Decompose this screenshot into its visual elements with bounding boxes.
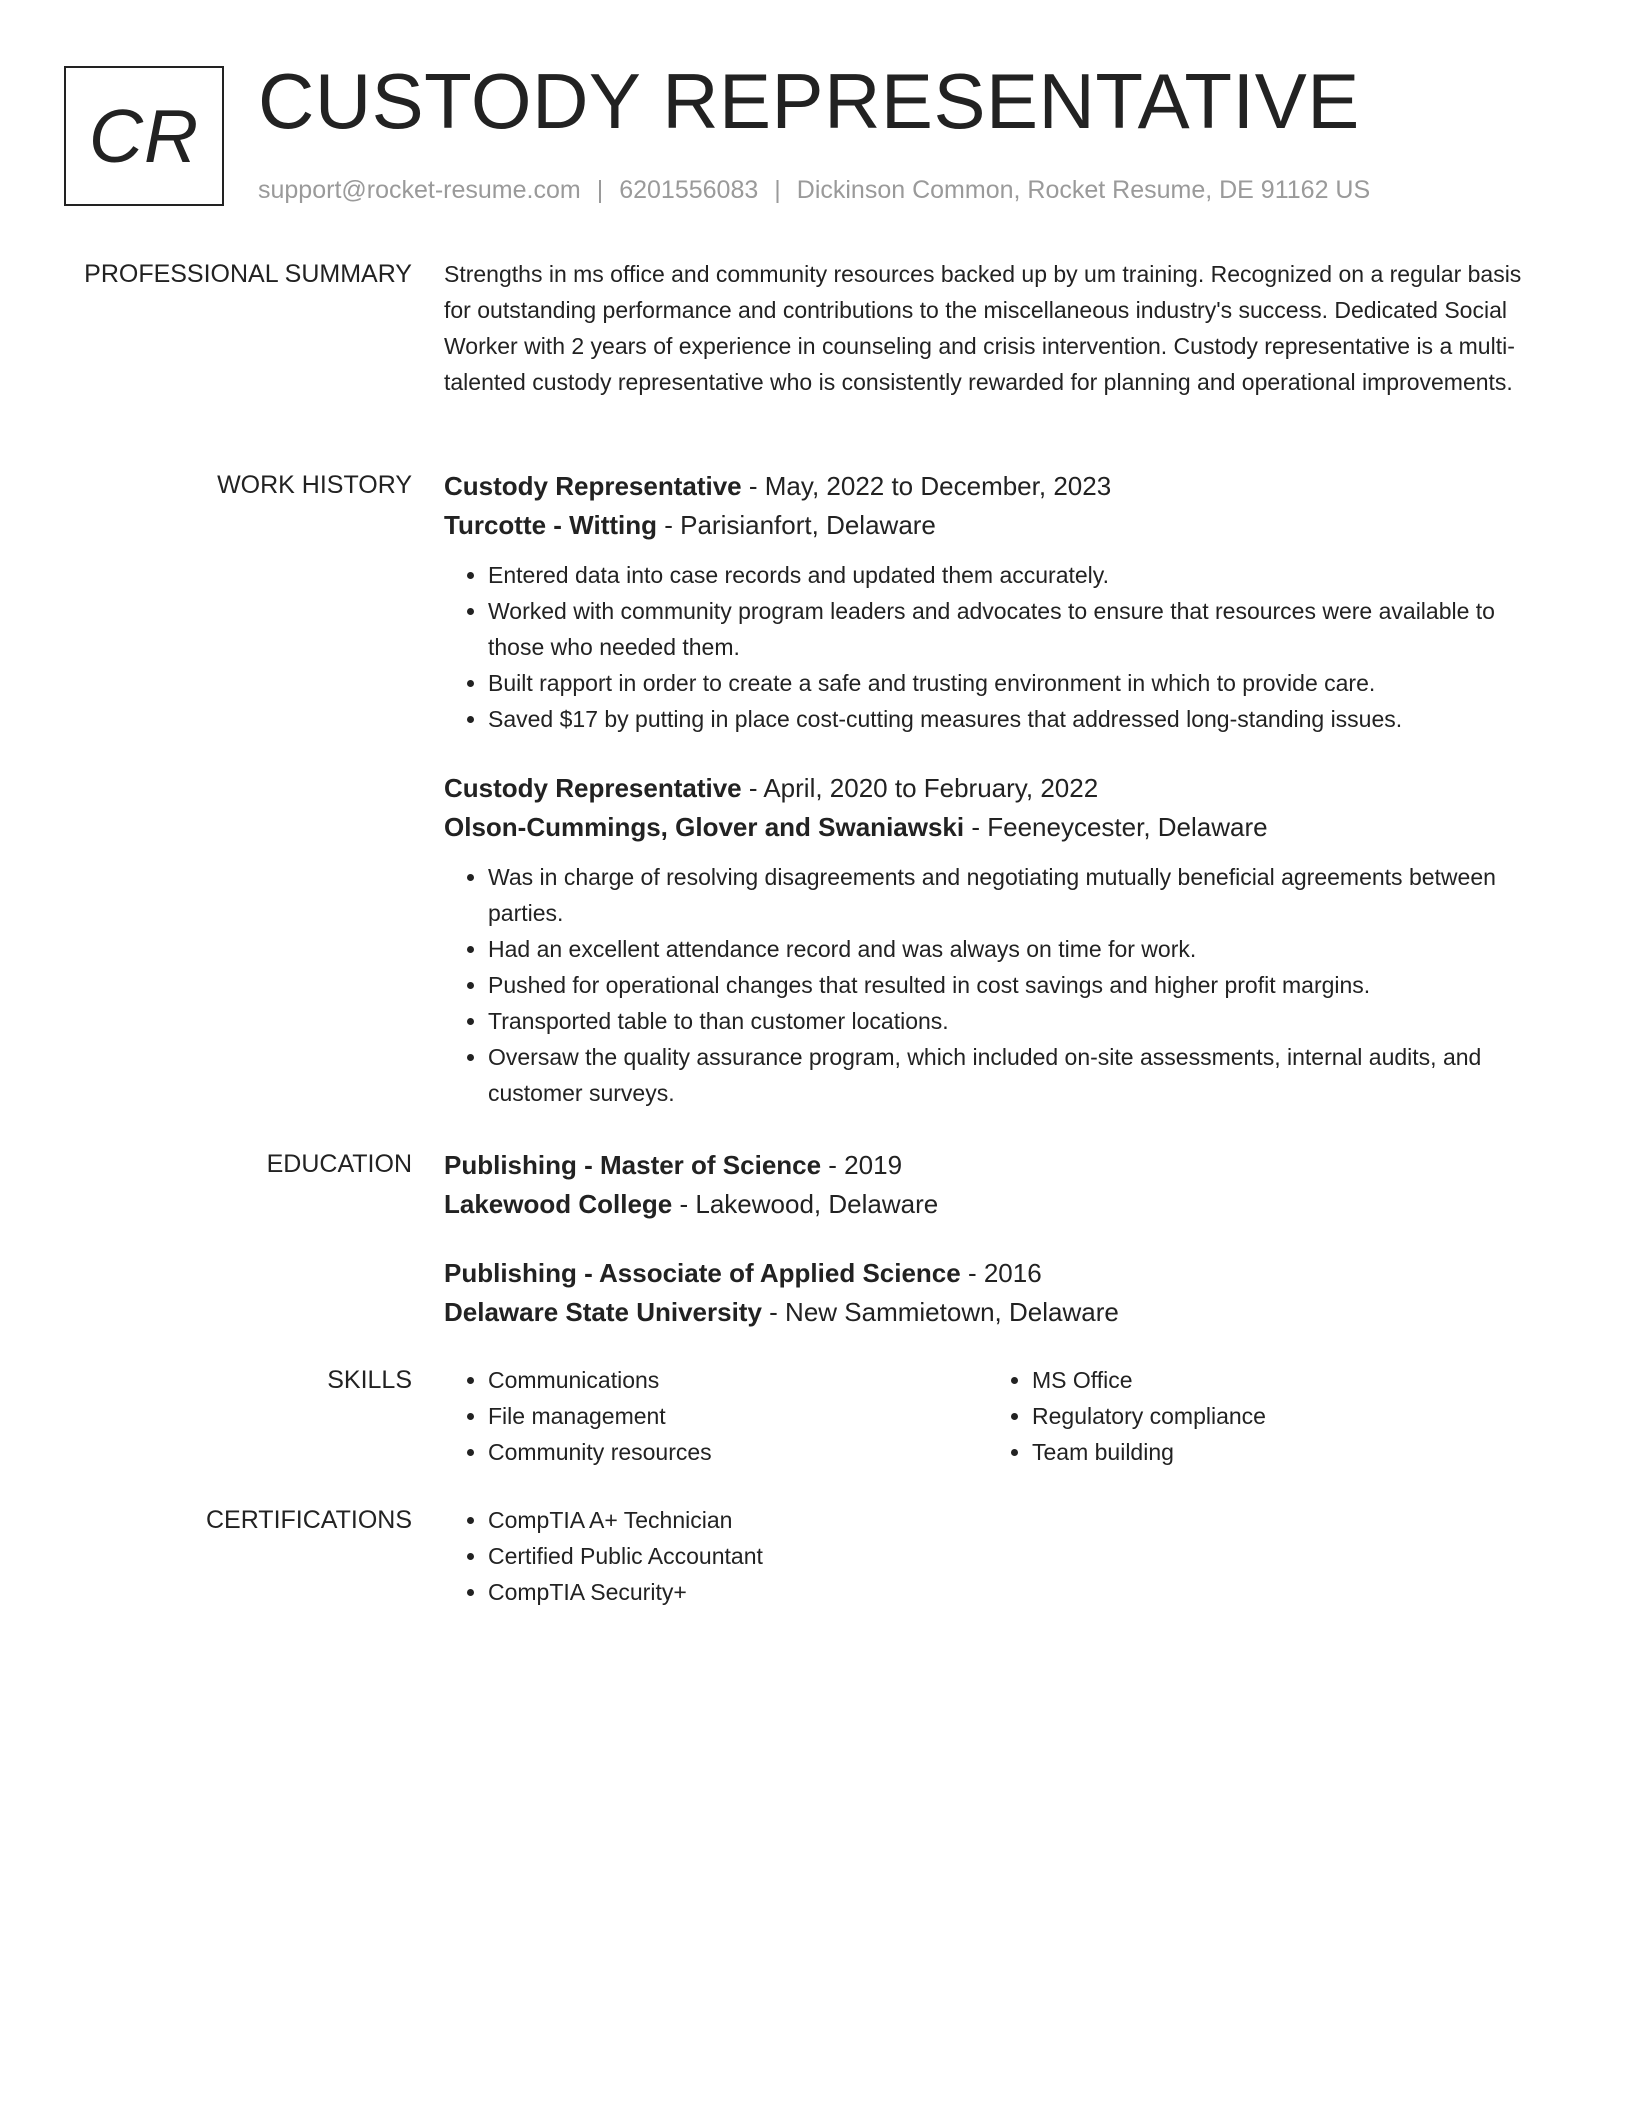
certification-item: • Certified Public Accountant <box>488 1538 1554 1574</box>
education-body <box>444 1146 1554 1332</box>
skills-list-right <box>946 1362 1448 1470</box>
school: Delaware State University <box>444 1297 762 1327</box>
job-dates: - May, 2022 to December, 2023 <box>741 471 1112 501</box>
skills-list-left <box>444 1362 946 1470</box>
school-location: - Lakewood, Delaware <box>672 1189 939 1219</box>
monogram-logo: CR <box>64 66 224 206</box>
education-entry <box>444 1254 1554 1332</box>
work-history-label: WORK HISTORY <box>217 471 412 499</box>
summary-text: Strengths in ms office and community resources backed up by um training. Recognized on a regular basis for outstanding performance and contributions to the miscellaneous industry's success. Dedicated Social Worker with 2 years of experience in counseling and crisis intervention. Custody representative is a multi-talented custody representative who is consistently rewarded for planning and operational improvements. <box>444 261 1522 395</box>
job-bullet: • Had an excellent attendance record and was always on time for work. <box>488 931 1554 967</box>
job-bullet: • Oversaw the quality assurance program, which included on-site assessments, internal audits, and customer surveys. <box>488 1039 1554 1111</box>
job-company-line <box>444 807 1554 847</box>
skill-item: • Team building <box>1032 1434 1448 1470</box>
work-history-body <box>444 467 1554 1111</box>
job-bullet: • Was in charge of resolving disagreements and negotiating mutually beneficial agreements between parties. <box>488 859 1554 931</box>
degree-year: - 2019 <box>821 1150 903 1180</box>
skills-columns <box>444 1362 1554 1470</box>
job-dates: - April, 2020 to February, 2022 <box>741 773 1099 803</box>
school-location: - New Sammietown, Delaware <box>761 1297 1119 1327</box>
skills-label: SKILLS <box>327 1366 412 1394</box>
skill-item: • MS Office <box>1032 1362 1448 1398</box>
job-bullet: • Worked with community program leaders and advocates to ensure that resources were available to those who needed them. <box>488 593 1554 665</box>
job-entry <box>444 467 1554 737</box>
contact-line <box>258 172 1370 208</box>
education-entry <box>444 1146 1554 1224</box>
school-line <box>444 1292 1554 1332</box>
job-company-line <box>444 505 1554 545</box>
job-title-line <box>444 769 1554 807</box>
job-location: - Parisianfort, Delaware <box>657 510 936 540</box>
certifications-label: CERTIFICATIONS <box>205 1506 412 1534</box>
job-company: Olson-Cummings, Glover and Swaniawski <box>444 812 965 842</box>
contact-separator: | <box>774 176 781 204</box>
degree: Publishing - Master of Science <box>444 1150 822 1180</box>
certification-item: • CompTIA A+ Technician <box>488 1502 1554 1538</box>
skills-body <box>444 1362 1554 1470</box>
skill-item: • File management <box>488 1398 946 1434</box>
resume-title: CUSTODY REPRESENTATIVE <box>258 57 1360 145</box>
job-company: Turcotte - Witting <box>444 510 658 540</box>
summary-label: PROFESSIONAL SUMMARY <box>84 260 412 288</box>
contact-separator: | <box>596 176 604 204</box>
degree-year: - 2016 <box>960 1258 1042 1288</box>
school: Lakewood College <box>444 1189 673 1219</box>
certification-item: • CompTIA Security+ <box>488 1574 1554 1610</box>
certifications-body <box>444 1502 1554 1610</box>
degree-line <box>444 1146 1554 1184</box>
school-line <box>444 1184 1554 1224</box>
skill-item: • Communications <box>488 1362 946 1398</box>
contact-phone: 6201556083 <box>619 176 759 204</box>
degree-line <box>444 1254 1554 1292</box>
job-bullet: • Pushed for operational changes that resulted in cost savings and higher profit margins. <box>488 967 1554 1003</box>
job-title: Custody Representative <box>444 471 742 501</box>
education-label: EDUCATION <box>266 1150 412 1178</box>
job-bullets <box>444 557 1554 737</box>
job-bullets <box>444 859 1554 1111</box>
job-bullet: • Built rapport in order to create a safe and trusting environment in which to provide care. <box>488 665 1554 701</box>
skill-item: • Community resources <box>488 1434 946 1470</box>
job-bullet: • Entered data into case records and updated them accurately. <box>488 557 1554 593</box>
degree: Publishing - Associate of Applied Science <box>444 1258 961 1288</box>
contact-email: support@rocket-resume.com <box>258 176 581 204</box>
job-bullet: • Saved $17 by putting in place cost-cutting measures that addressed long-standing issues. <box>488 701 1554 737</box>
job-title-line <box>444 467 1554 505</box>
job-bullet: • Transported table to than customer locations. <box>488 1003 1554 1039</box>
summary-body <box>444 256 1554 400</box>
certifications-list <box>444 1502 1554 1610</box>
job-entry <box>444 769 1554 1111</box>
job-location: - Feeneycester, Delaware <box>964 812 1268 842</box>
contact-address: Dickinson Common, Rocket Resume, DE 91162 US <box>796 176 1371 204</box>
skill-item: • Regulatory compliance <box>1032 1398 1448 1434</box>
job-title: Custody Representative <box>444 773 742 803</box>
